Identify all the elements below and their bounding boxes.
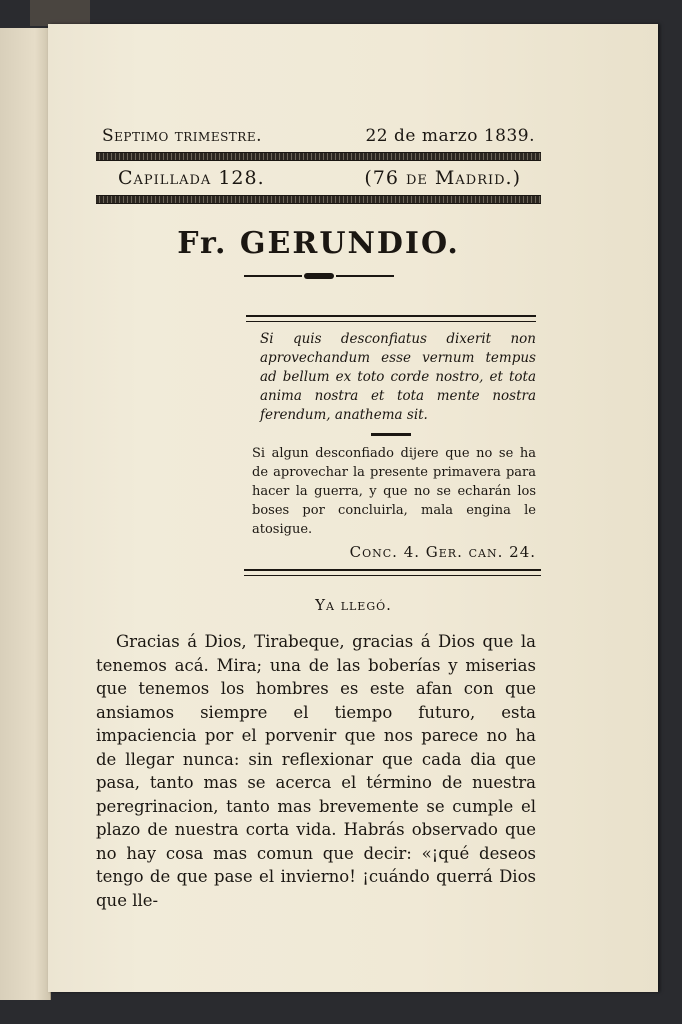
epigraph-spanish: Si algun desconfiado dijere que no se ha de aprovechar la presente primavera para hacer la guerra, y que no se echarán los boses por concluirla, mala engina le atosigue. [252, 446, 536, 537]
epigraph-latin: Si quis desconfiatus dixerit non aprovechandum esse vernum tempus ad bellum ex toto corde nostro, et tota anima nostra et tota mente nostra ferendum, anathema sit. [260, 331, 536, 423]
capillada-number: Capillada 128. [118, 167, 265, 189]
madrid-number: (76 de Madrid.) [364, 167, 521, 189]
body-paragraph: Gracias á Dios, Tirabeque, gracias á Dios que la tenemos acá. Mira; una de las boberías y miserias que tenemos los hombres es este afan con que ansiamos siempre el tiempo futuro, esta impaciencia por el porvenir que nos parece no ha de llegar nunca: sin reflexionar que cada dia que pasa, tanto mas se acerca el término de nuestra peregrinacion, tanto mas brevemente se cumple el plazo de nuestra corta vida. Habrás observado que no hay cosa mas comun que decir: «¡qué deseos tengo de que pase el invierno! ¡cuándo querrá Dios que lle- [96, 632, 536, 910]
masthead-title: Fr. GERUNDIO. [177, 226, 460, 261]
epigraph [246, 315, 536, 561]
trimester-label: Septimo trimestre. [102, 126, 263, 146]
epigraph-citation: Conc. 4. Ger. can. 24. [349, 543, 536, 561]
facing-page-edge [0, 28, 51, 1000]
epigraph-divider [371, 433, 411, 436]
issue-date: 22 de marzo 1839. [365, 126, 535, 146]
epigraph-rule [246, 315, 536, 322]
masthead-ornament [244, 271, 394, 281]
header-rule-top [96, 152, 541, 161]
issue-subheader [96, 167, 541, 189]
section-title: Ya llegó. [315, 596, 392, 614]
book-spine [30, 0, 90, 26]
header-rule-bottom [96, 195, 541, 204]
epigraph-rule-bottom [244, 569, 541, 576]
issue-header [96, 126, 541, 146]
page-content [96, 126, 541, 912]
